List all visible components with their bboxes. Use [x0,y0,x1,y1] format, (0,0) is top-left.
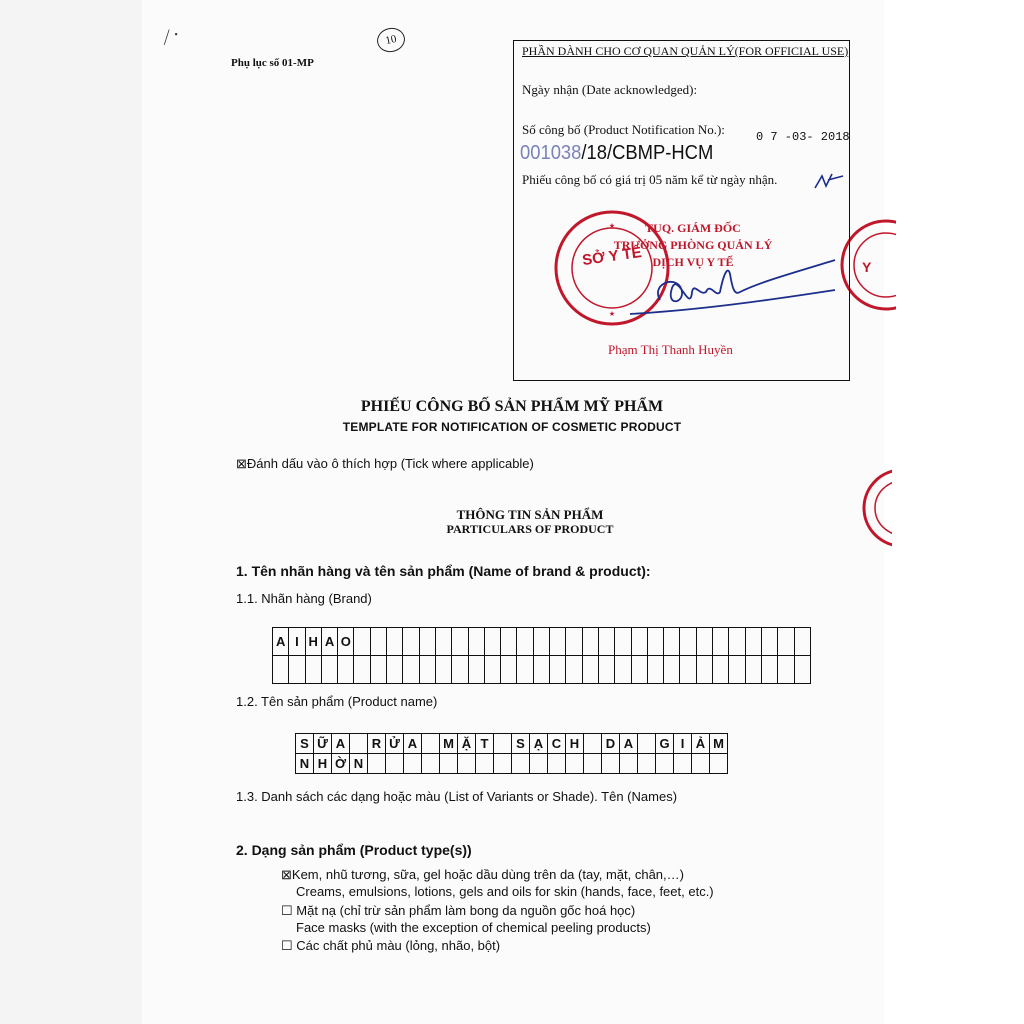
brand-grid-cell [761,628,777,656]
option-face-masks-english: Face masks (with the exception of chemical peeling products) [296,920,651,935]
brand-grid-cell [403,656,419,684]
date-acknowledged-label: Ngày nhận (Date acknowledged): [522,82,698,97]
product-name-grid-cell: S [296,734,314,754]
item-1-1-label: 1.1. Nhãn hàng (Brand) [236,591,372,606]
product-name-grid-cell [350,734,368,754]
brand-grid-cell [468,628,484,656]
product-name-grid-cell [566,754,584,774]
option-colour-coatings-label: Các chất phủ màu (lỏng, nhão, bột) [296,938,501,953]
product-name-grid-cell [710,754,728,774]
product-name-grid-row-1 [296,734,728,754]
option-creams-checkbox[interactable]: ⊠ [281,867,292,882]
brand-grid-cell [452,656,468,684]
product-name-grid-cell [368,754,386,774]
product-name-grid-cell: M [440,734,458,754]
brand-grid-cell [419,628,435,656]
product-name-grid-cell [476,754,494,774]
brand-grid-cell [468,656,484,684]
notification-number-label: Số công bố (Product Notification No.): [522,122,725,137]
product-name-grid-cell [638,754,656,774]
brand-grid-row-2 [273,656,811,684]
product-name-grid-cell: I [674,734,692,754]
product-name-grid-cell: M [710,734,728,754]
product-name-grid-cell: H [566,734,584,754]
product-name-grid-cell: S [512,734,530,754]
svg-text:★: ★ [608,223,616,230]
brand-grid-cell [435,628,451,656]
brand-grid-cell [533,628,549,656]
brand-grid-cell [354,656,370,684]
seal-center-text: SỞ Y TẾ [581,243,643,270]
product-name-grid-cell [584,734,602,754]
product-name-grid [295,733,728,774]
brand-grid-cell [745,656,761,684]
product-name-grid-cell [494,734,512,754]
brand-grid-cell [435,656,451,684]
brand-grid-cell [598,656,614,684]
notification-code-stamped: 001038 [520,142,582,164]
product-name-grid-cell [692,754,710,774]
option-colour-coatings-checkbox[interactable]: ☐ [281,938,293,953]
product-name-grid-cell: N [350,754,368,774]
product-name-grid-cell: G [656,734,674,754]
brand-grid-cell [598,628,614,656]
brand-grid-cell [582,656,598,684]
option-creams[interactable] [281,866,684,883]
brand-grid-cell [647,656,663,684]
brand-grid-cell [631,628,647,656]
brand-grid-cell [664,628,680,656]
product-name-grid-cell [620,754,638,774]
brand-grid-cell [745,628,761,656]
product-name-grid-cell [602,754,620,774]
product-name-grid-cell [494,754,512,774]
brand-grid-cell: A [273,628,289,656]
signer-name: Phạm Thị Thanh Huyền [608,342,733,357]
product-name-grid-cell [638,734,656,754]
brand-grid-cell [387,628,403,656]
product-name-grid-cell [548,754,566,774]
brand-grid-cell: O [338,628,354,656]
signer-title-line-1: TUQ. GIÁM ĐỐC [645,221,741,235]
form-title-english: TEMPLATE FOR NOTIFICATION OF COSMETIC PRODUCT [342,420,682,434]
brand-grid-cell [273,656,289,684]
brand-grid-cell [615,628,631,656]
product-name-grid-cell [440,754,458,774]
brand-grid-cell [729,656,745,684]
notification-code-suffix: /18/CBMP-HCM [581,142,714,164]
product-name-grid-cell: Ử [386,734,404,754]
brand-grid-row-1 [273,628,811,656]
validity-note: Phiếu công bố có giá trị 05 năm kể từ ngày nhận. [522,172,778,187]
brand-grid-cell [615,656,631,684]
product-name-grid-cell: N [296,754,314,774]
option-colour-coatings[interactable] [281,937,500,954]
brand-grid-cell [729,628,745,656]
brand-grid-cell [370,656,386,684]
product-name-grid-cell: A [332,734,350,754]
brand-grid-cell [566,628,582,656]
brand-grid-cell [517,628,533,656]
margin-scribble: ⁄ · [161,23,183,49]
product-name-grid-row-2 [296,754,728,774]
brand-grid-cell [533,656,549,684]
brand-grid-cell [680,656,696,684]
product-name-grid-cell [674,754,692,774]
item-2-heading: 2. Dạng sản phẩm (Product type(s)) [236,842,472,858]
product-name-grid-cell: Ặ [458,734,476,754]
brand-grid-cell [289,656,305,684]
brand-grid-cell [321,656,337,684]
option-face-masks-label: Mặt nạ (chỉ trừ sản phẩm làm bong da nguồn gốc hoá học) [296,903,636,918]
brand-grid-cell [370,628,386,656]
form-title: PHIẾU CÔNG BỐ SẢN PHẨM MỸ PHẨM [360,398,664,415]
brand-grid-cell [517,656,533,684]
option-creams-label: Kem, nhũ tương, sữa, gel hoặc dầu dùng trên da (tay, mặt, chân,…) [291,867,684,882]
product-name-grid-cell: Ữ [314,734,332,754]
notification-code [520,142,713,165]
product-name-grid-cell [422,754,440,774]
option-face-masks-checkbox[interactable]: ☐ [281,903,293,918]
brand-grid-cell [354,628,370,656]
svg-text:Y: Y [862,259,872,275]
product-name-grid-cell: T [476,734,494,754]
item-1-2-label: 1.2. Tên sản phẩm (Product name) [236,694,438,709]
brand-grid-cell [713,656,729,684]
option-face-masks[interactable] [281,902,635,919]
annex-label: Phụ lục số 01-MP [231,57,314,69]
product-name-grid-cell [386,754,404,774]
svg-text:★: ★ [608,311,616,318]
brand-grid-cell [484,656,500,684]
section-heading: THÔNG TIN SẢN PHẨM [456,507,604,522]
brand-grid-cell [338,656,354,684]
brand-grid [272,627,811,684]
official-use-heading: PHẦN DÀNH CHO CƠ QUAN QUẢN LÝ(FOR OFFICIAL USE) [522,44,849,58]
brand-grid-cell [419,656,435,684]
product-name-grid-cell [530,754,548,774]
brand-grid-cell [501,656,517,684]
signer-title-line-2: TRƯỞNG PHÒNG QUẢN LÝ DỊCH VỤ Y TẾ [613,238,773,269]
product-name-grid-cell [458,754,476,774]
option-creams-english: Creams, emulsions, lotions, gels and oils for skin (hands, face, feet, etc.) [296,884,714,899]
brand-grid-cell [403,628,419,656]
initials-mark [812,168,846,194]
brand-grid-cell [713,628,729,656]
handwritten-page-number: 10 [375,25,407,54]
brand-grid-cell [550,628,566,656]
brand-grid-cell [778,628,794,656]
brand-grid-cell [680,628,696,656]
brand-grid-cell [582,628,598,656]
product-name-grid-cell: R [368,734,386,754]
brand-grid-cell [778,656,794,684]
brand-grid-cell [305,656,321,684]
brand-grid-cell [387,656,403,684]
section-heading-english: PARTICULARS OF PRODUCT [446,522,614,536]
product-name-grid-cell: A [620,734,638,754]
brand-grid-cell: H [305,628,321,656]
brand-grid-cell [696,628,712,656]
brand-grid-cell [794,628,810,656]
brand-grid-cell [664,656,680,684]
brand-grid-cell [484,628,500,656]
product-name-grid-cell: H [314,754,332,774]
item-1-heading: 1. Tên nhãn hàng và tên sản phẩm (Name of brand & product): [236,563,651,579]
notification-date: 0 7 -03- 2018 [756,130,850,144]
product-name-grid-cell [422,734,440,754]
item-1-3-label: 1.3. Danh sách các dạng hoặc màu (List of Variants or Shade). Tên (Names) [236,789,678,804]
brand-grid-cell [452,628,468,656]
brand-grid-cell [550,656,566,684]
tick-instruction: ⊠Đánh dấu vào ô thích hợp (Tick where applicable) [236,456,534,471]
product-name-grid-cell: C [548,734,566,754]
product-name-grid-cell [584,754,602,774]
brand-grid-cell [501,628,517,656]
product-name-grid-cell [656,754,674,774]
brand-grid-cell: A [321,628,337,656]
product-name-grid-cell: D [602,734,620,754]
brand-grid-cell [647,628,663,656]
brand-grid-cell [566,656,582,684]
brand-grid-cell [696,656,712,684]
brand-grid-cell [761,656,777,684]
product-name-grid-cell: A [404,734,422,754]
brand-grid-cell [631,656,647,684]
product-name-grid-cell [512,754,530,774]
brand-grid-cell [794,656,810,684]
product-name-grid-cell [404,754,422,774]
signature [620,252,845,332]
product-name-grid-cell: Ạ [530,734,548,754]
brand-grid-cell: I [289,628,305,656]
product-name-grid-cell: Ờ [332,754,350,774]
product-name-grid-cell: Ả [692,734,710,754]
